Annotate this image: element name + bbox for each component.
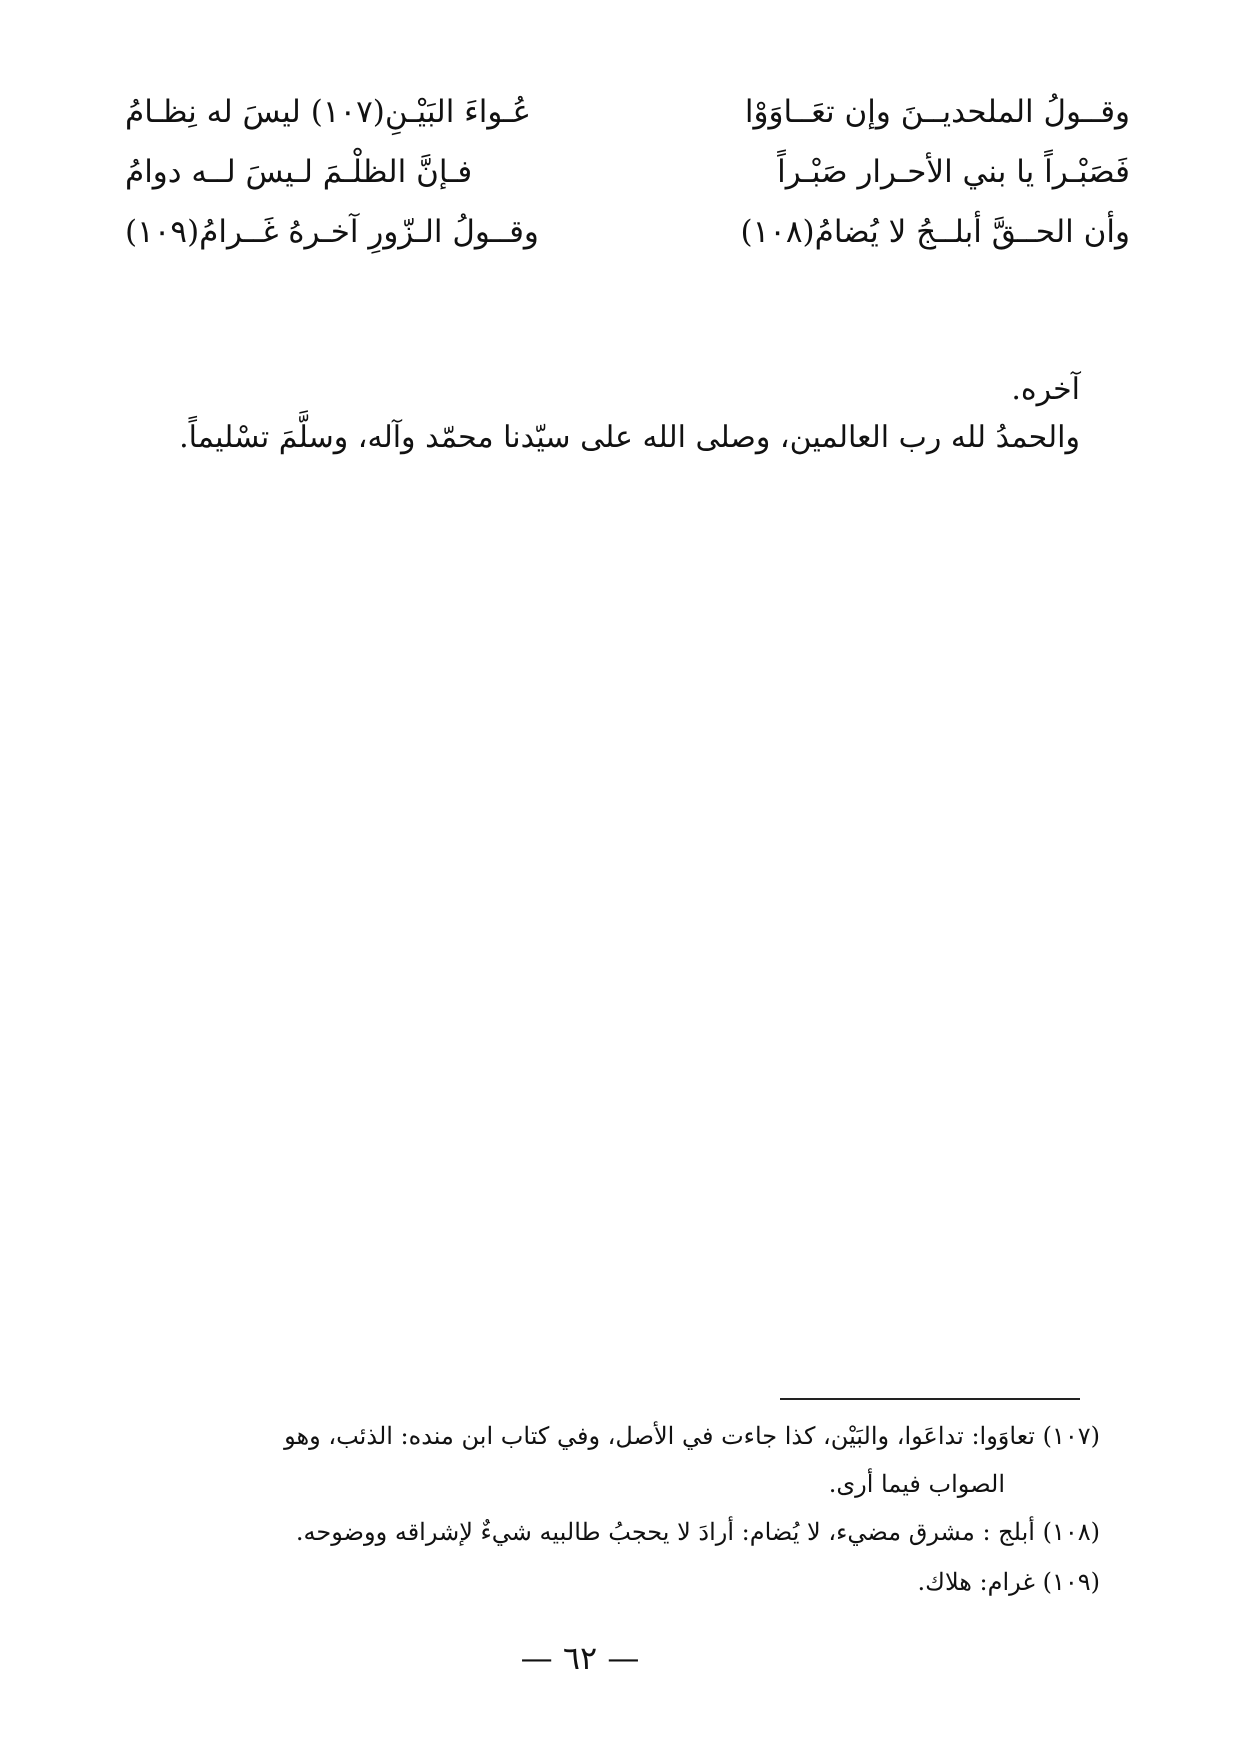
verse-hemistich-left: فـإنَّ الظلْـمَ لـيسَ لــه دوامُ xyxy=(125,154,473,190)
closing-line-end: آخره. xyxy=(1011,372,1080,407)
page-number: — ٦٢ — xyxy=(520,1639,640,1677)
footnote-108: (١٠٨) أبلج : مشرق مضيء، لا يُضام: أرادَ لا يحجبُ طالبيه شيءٌ لإشراقه ووضوحه. xyxy=(295,1518,1100,1546)
footnote-separator xyxy=(780,1398,1080,1400)
footnote-107-continuation: الصواب فيما أرى. xyxy=(828,1470,1005,1498)
footnote-107: (١٠٧) تعاوَوا: تداعَوا، والبَيْن، كذا جاءت في الأصل، وفي كتاب ابن منده: الذئب، وهو xyxy=(284,1422,1100,1450)
verse-line-1 xyxy=(0,82,1240,142)
verse-line-2 xyxy=(0,142,1240,202)
verse-line-3 xyxy=(0,202,1240,262)
verse-hemistich-right: فَصَبْـراً يا بني الأحـرار صَبْـراً xyxy=(777,154,1130,190)
verse-hemistich-left: عُـواءَ البَيْـنِ(١٠٧) ليسَ له نِظـامُ xyxy=(125,94,531,130)
verse-hemistich-right: وقــولُ الملحديــنَ وإن تعَــاوَوْا xyxy=(744,94,1130,130)
verse-hemistich-left: وقــولُ الـزّورِ آخـرهُ غَــرامُ(١٠٩) xyxy=(125,214,539,250)
footnote-109: (١٠٩) غرام: هلاك. xyxy=(917,1568,1100,1596)
verse-hemistich-right: وأن الحــقَّ أبلــجُ لا يُضامُ(١٠٨) xyxy=(740,214,1130,250)
closing-line-praise: والحمدُ لله رب العالمين، وصلى الله على سيّدنا محمّد وآله، وسلَّمَ تسْليماً. xyxy=(179,420,1080,455)
